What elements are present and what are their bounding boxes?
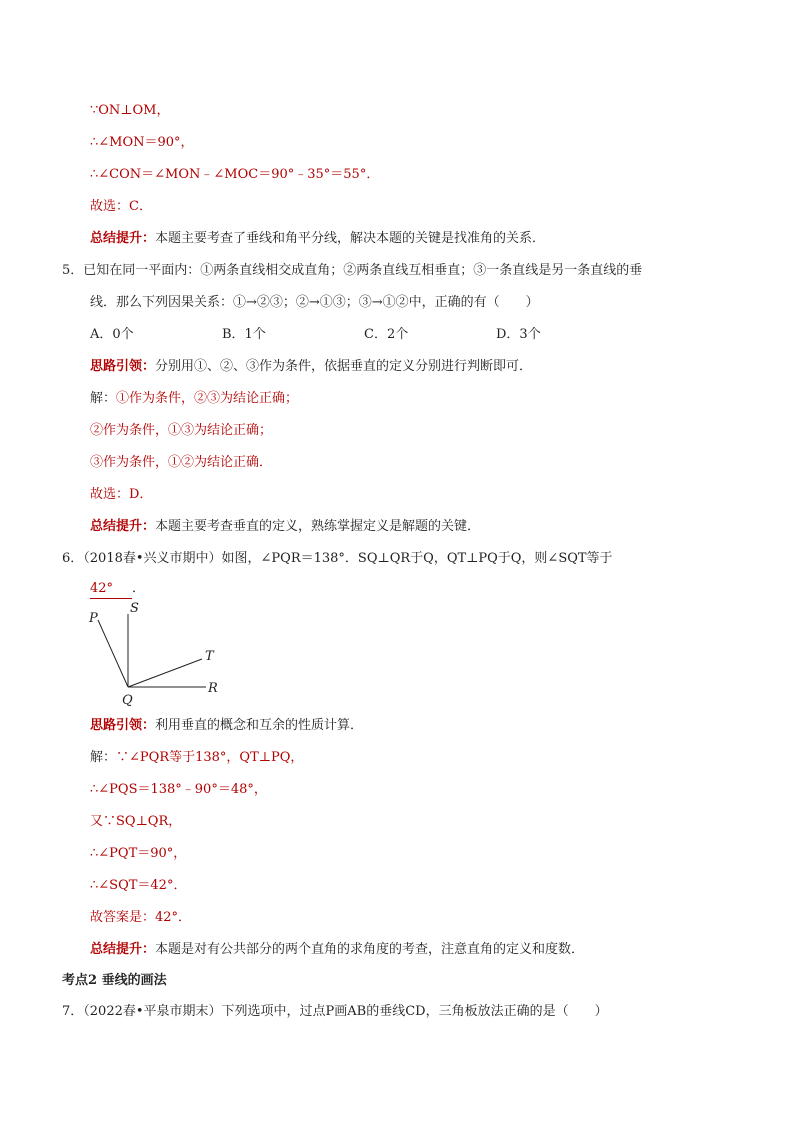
q6-answer-end: ．: [132, 581, 146, 596]
q6-solution-line-5: ∴∠SQT＝42°．: [90, 878, 187, 893]
solution-text: ①作为条件，②③为结论正确；: [116, 391, 299, 406]
q5-choice: 故选：D．: [90, 487, 153, 502]
q5-option-c: C．2个: [364, 327, 409, 342]
hint-text: 利用垂直的概念和互余的性质计算．: [155, 718, 364, 733]
q5-hint: [90, 358, 532, 376]
solution-prefix: 解：: [90, 391, 117, 406]
summary-label: 总结提升：: [90, 231, 156, 246]
summary-label: 总结提升：: [90, 942, 156, 957]
solution-text: ∵∠PQR等于138°，QT⊥PQ，: [116, 750, 304, 765]
q5-option-d: D．3个: [496, 327, 541, 342]
q7-stem-line-1: 7．（2022春•平泉市期末）下列选项中，过点P画AB的垂线CD，三角板放法正确的是（ ）: [62, 1004, 608, 1019]
q6-answer-line: [90, 580, 145, 599]
hint-text: 分别用①、②、③作为条件，依据垂直的定义分别进行判断即可．: [155, 359, 533, 374]
q5-option-a: A．0个: [90, 327, 134, 342]
q5-stem-line-2: 线．那么下列因果关系：①→②③；②→①③；③→①②中，正确的有（ ）: [90, 295, 539, 310]
prev-solution-line-1: ∵ON⊥OM，: [90, 103, 170, 118]
point-p-label: P: [89, 611, 98, 626]
solution-prefix: 解：: [90, 750, 117, 765]
q6-summary: [90, 941, 584, 959]
q6-answer-blank: 42°: [90, 580, 132, 599]
hint-label: 思路引领：: [90, 718, 156, 733]
q6-hint: [90, 717, 363, 735]
summary-text: 本题主要考查垂直的定义，熟练掌握定义是解题的关键．: [155, 519, 481, 534]
q6-solution-line-2: ∴∠PQS＝138°﹣90°＝48°，: [90, 782, 267, 797]
ray-qp: [98, 620, 128, 687]
q5-solution-line-2: ②作为条件，①③为结论正确；: [90, 423, 273, 438]
q5-stem-line-1: 5．已知在同一平面内：①两条直线相交成直角；②两条直线互相垂直；③一条直线是另一条直线的垂: [62, 263, 643, 278]
prev-summary: [90, 230, 545, 248]
q6-solution-line-4: ∴∠PQT＝90°，: [90, 846, 187, 861]
point-r-label: R: [208, 681, 218, 696]
summary-text: 本题主要考查了垂线和角平分线，解决本题的关键是找准角的关系．: [155, 231, 546, 246]
q5-solution-line-3: ③作为条件，①②为结论正确．: [90, 455, 273, 470]
q5-summary: [90, 518, 480, 536]
ray-qt: [128, 659, 202, 687]
summary-text: 本题是对有公共部分的两个直角的求角度的考查，注意直角的定义和度数．: [155, 942, 585, 957]
section-heading: 考点2 垂线的画法: [62, 973, 167, 988]
prev-solution-choice: 故选：C．: [90, 199, 152, 214]
prev-solution-line-2: ∴∠MON＝90°，: [90, 135, 194, 150]
q5-option-b: B．1个: [222, 327, 266, 342]
summary-label: 总结提升：: [90, 519, 156, 534]
q6-stem-line-1: 6．（2018春•兴义市期中）如图，∠PQR＝138°．SQ⊥QR于Q，QT⊥PQ于Q，则∠SQT等于: [62, 551, 613, 566]
hint-label: 思路引领：: [90, 359, 156, 374]
point-q-label: Q: [122, 693, 133, 708]
point-t-label: T: [205, 649, 214, 664]
q6-solution-line-6: 故答案是：42°．: [90, 910, 192, 925]
point-s-label: S: [130, 601, 139, 616]
q5-solution-line-1: [90, 390, 298, 408]
q6-solution-line-3: 又∵SQ⊥QR，: [90, 814, 182, 829]
q6-solution-line-1: [90, 749, 303, 767]
prev-solution-line-3: ∴∠CON＝∠MON﹣∠MOC＝90°﹣35°＝55°．: [90, 167, 380, 182]
